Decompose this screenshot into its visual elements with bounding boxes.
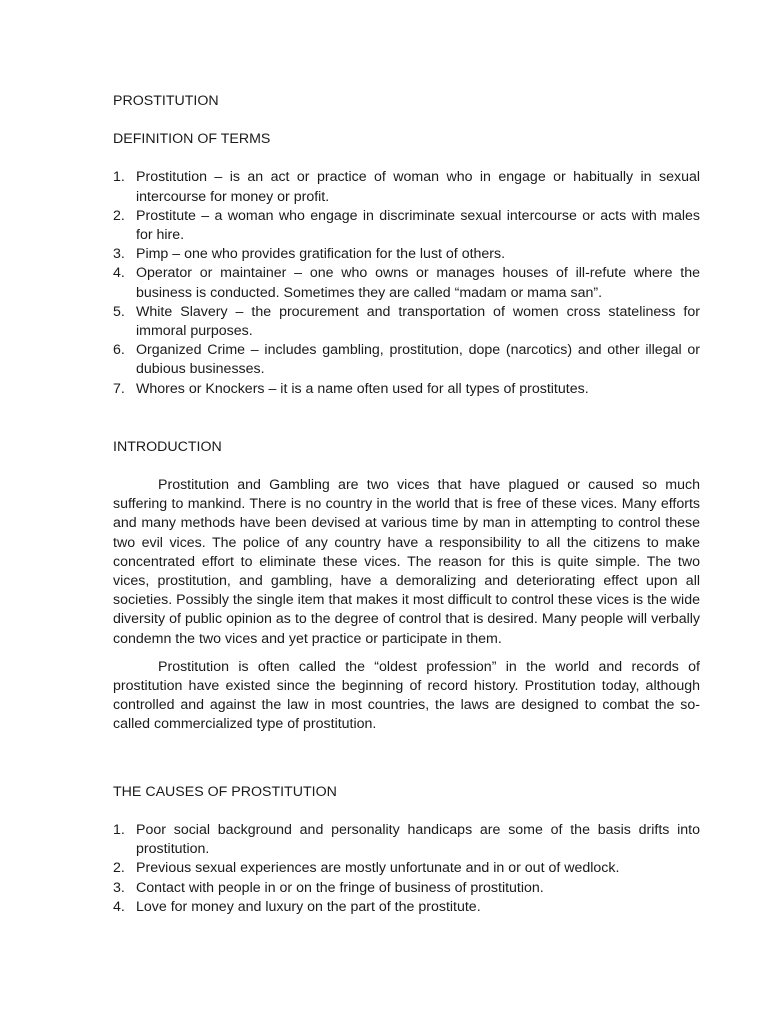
list-text: Previous sexual experiences are mostly unfortunate and in or out of wedlock. xyxy=(136,860,620,877)
definition-list xyxy=(113,168,700,398)
list-number: 6. xyxy=(113,342,125,359)
list-number: 4. xyxy=(113,265,125,282)
list-text: Prostitution – is an act or practice of woman who in engage or habitually in sexual intercourse for money or profit. xyxy=(136,169,700,205)
list-text: White Slavery – the procurement and transportation of women cross stateliness for immoral purposes. xyxy=(136,303,700,340)
introduction-paragraph: Prostitution and Gambling are two vices that have plagued or caused so much suffering to mankind. There is no country in the world that is free of these vices. Many efforts and many methods have been devised at various time by man in attempting to control these two evil vices. The police of any country have a responsibility to all the citizens to make concentrated effort to eliminate these vices. The reason for this is quite simple. The two vices, prostitution, and gambling, have a demoralizing and deteriorating effect upon all societies. Possibly the single item that makes it most difficult to control these vices is the wide diversity of public opinion as to the degree of control that is desired. Many people will verbally condemn the two vices and yet practice or participate in them. xyxy=(113,477,700,647)
causes-list xyxy=(113,821,700,917)
introduction-paragraph: Prostitution is often called the “oldest profession” in the world and records of prostitution have existed since the beginning of record history. Prostitution today, although controlled and against the law in most countries, the laws are designed to combat the so-called commercialized type of prostitution. xyxy=(113,658,700,733)
list-item xyxy=(113,341,700,379)
list-number: 3. xyxy=(113,246,125,263)
section-spacer xyxy=(113,399,700,438)
list-item xyxy=(113,303,700,341)
list-text: Love for money and luxury on the part of the prostitute. xyxy=(136,898,481,915)
list-number: 2. xyxy=(113,860,125,877)
list-item xyxy=(113,859,700,878)
list-number: 7. xyxy=(113,380,125,397)
list-number: 1. xyxy=(113,169,125,186)
list-number: 4. xyxy=(113,898,125,915)
list-item xyxy=(113,380,700,399)
list-text: Pimp – one who provides gratification for the lust of others. xyxy=(136,246,506,263)
list-text: Poor social background and personality handicaps are some of the basis drifts into prostitution. xyxy=(136,821,700,858)
list-text: Operator or maintainer – one who owns or manages houses of ill-refute where the business is conducted. Sometimes they are called “madam or mama san”. xyxy=(136,265,700,301)
list-text: Prostitute – a woman who engage in discriminate sexual intercourse or acts with males for hire. xyxy=(136,207,700,244)
introduction-heading: INTRODUCTION xyxy=(113,438,222,455)
list-item xyxy=(113,879,700,898)
list-item xyxy=(113,821,700,859)
causes-heading: THE CAUSES OF PROSTITUTION xyxy=(113,783,337,800)
list-number: 5. xyxy=(113,303,125,320)
list-item xyxy=(113,168,700,206)
list-number: 2. xyxy=(113,207,125,224)
list-text: Whores or Knockers – it is a name often used for all types of prostitutes. xyxy=(136,380,589,397)
document-title: PROSTITUTION xyxy=(113,93,219,109)
list-number: 1. xyxy=(113,821,125,838)
list-item xyxy=(113,207,700,245)
list-item xyxy=(113,898,700,917)
list-number: 3. xyxy=(113,879,125,896)
list-text: Organized Crime – includes gambling, prostitution, dope (narcotics) and other illegal or dubious businesses. xyxy=(136,342,700,378)
list-text: Contact with people in or on the fringe of business of prostitution. xyxy=(136,879,544,896)
definition-heading: DEFINITION OF TERMS xyxy=(113,131,271,148)
list-item xyxy=(113,245,700,264)
list-item xyxy=(113,264,700,302)
section-spacer xyxy=(113,744,700,783)
